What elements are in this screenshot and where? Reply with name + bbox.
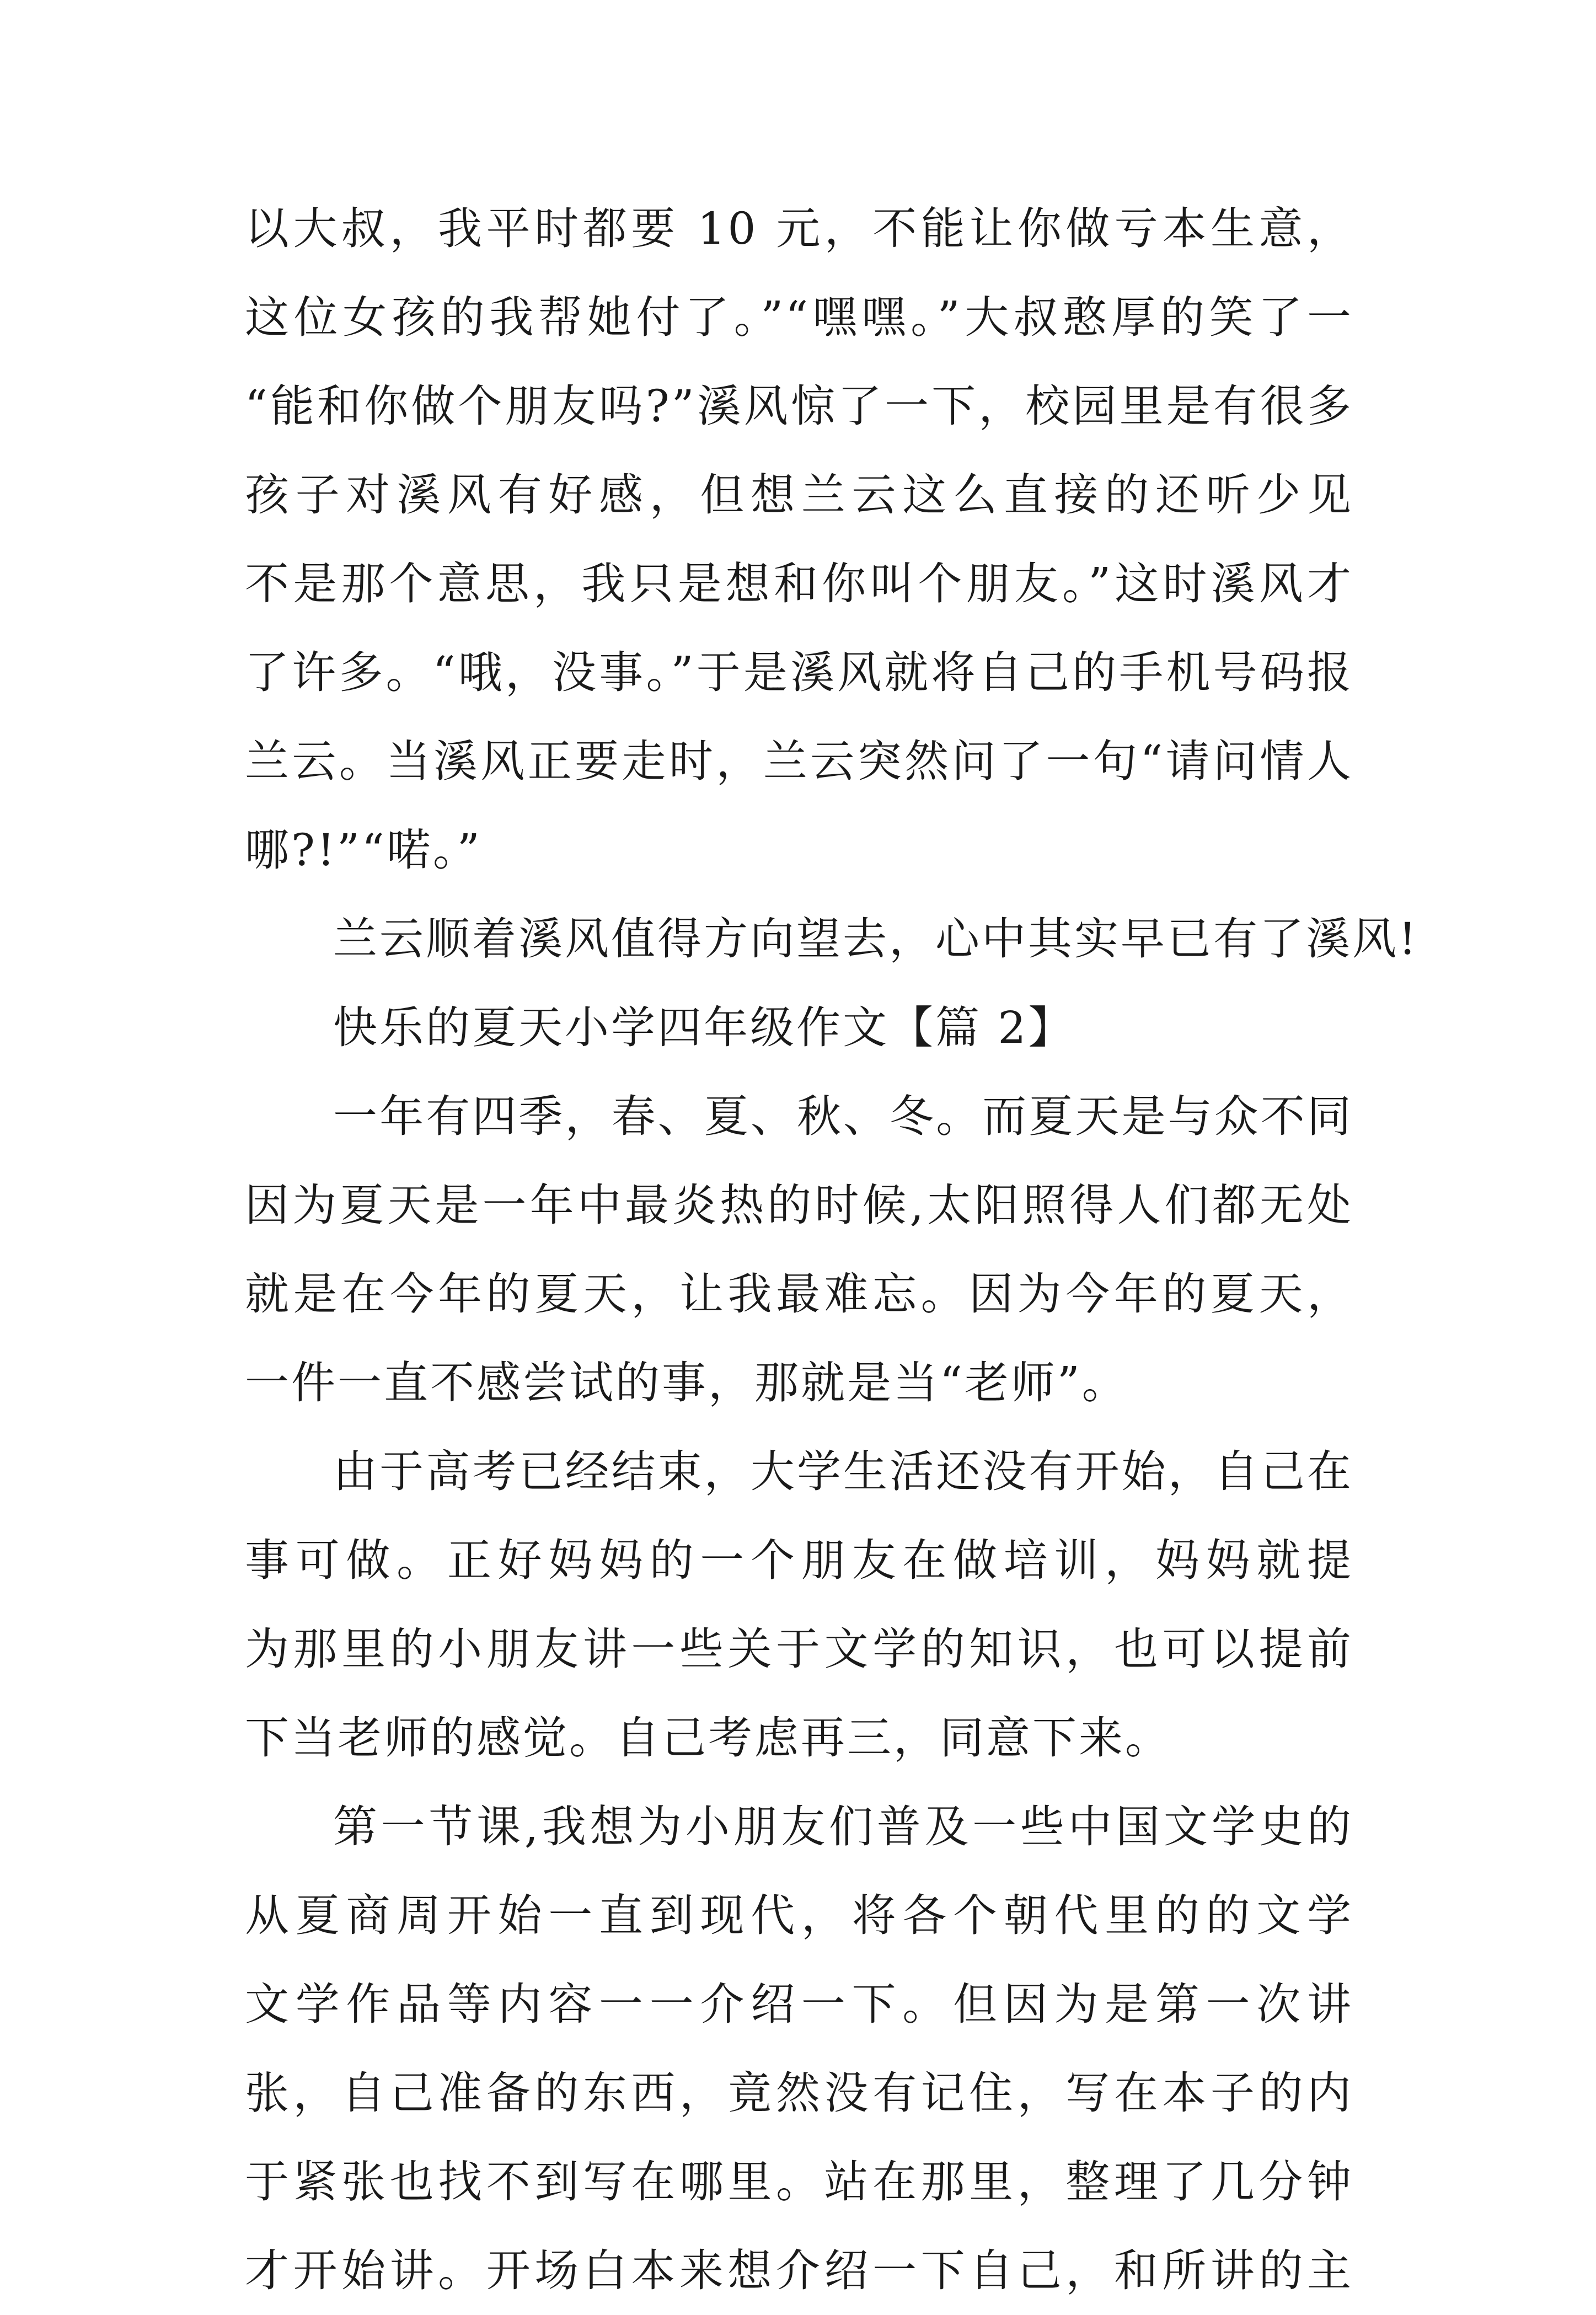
paragraph-first-line: 第一节课,我想为小朋友们普及一些中国文学史的 — [333, 1801, 1353, 1852]
text-line: “能和你做个朋友吗?”溪风惊了一下，校园里是有很多 — [245, 381, 1353, 432]
text-line: 事可做。正好妈妈的一个朋友在做培训，妈妈就提 — [245, 1535, 1353, 1586]
text-line: 一件一直不感尝试的事，那就是当“老师”。 — [245, 1357, 1128, 1408]
text-line: 于紧张也找不到写在哪里。站在那里，整理了几分钟 — [245, 2156, 1353, 2207]
text-line: 下当老师的感觉。自己考虑再三，同意下来。 — [245, 1712, 1171, 1764]
paragraph-first-line: 由于高考已经结束，大学生活还没有开始，自己在 — [333, 1446, 1353, 1497]
text-line: 张，自己准备的东西，竟然没有记住，写在本子的内 — [245, 2067, 1353, 2119]
text-line: 文学作品等内容一一介绍一下。但因为是第一次讲 — [245, 1979, 1353, 2030]
text-line: 了许多。“哦，没事。”于是溪风就将自己的手机号码报 — [245, 647, 1353, 698]
paragraph-first-line: 一年有四季，春、夏、秋、冬。而夏天是与众不同 — [333, 1091, 1353, 1142]
text-line: 为那里的小朋友讲一些关于文学的知识，也可以提前 — [245, 1623, 1353, 1675]
section-heading: 快乐的夏天小学四年级作文【篇 2】 — [333, 1002, 1075, 1053]
text-line: 不是那个意思，我只是想和你叫个朋友。”这时溪风才 — [245, 558, 1353, 609]
text-line: 才开始讲。开场白本来想介绍一下自己，和所讲的主 — [245, 2245, 1353, 2296]
body-text — [245, 184, 1419, 2315]
paragraph-first-line: 兰云顺着溪风值得方向望去，心中其实早已有了溪风! — [333, 913, 1419, 964]
text-line: 哪?!”“喏。” — [245, 824, 482, 876]
text-line: 以大叔，我平时都要 10 元，不能让你做亏本生意， — [245, 203, 1353, 254]
text-line: 从夏商周开始一直到现代，将各个朝代里的的文学 — [245, 1890, 1353, 1941]
text-line: 孩子对溪风有好感，但想兰云这么直接的还听少见 — [245, 469, 1353, 521]
text-line: 就是在今年的夏天，让我最难忘。因为今年的夏天， — [245, 1268, 1353, 1320]
text-line: 这位女孩的我帮她付了。”“嘿嘿。”大叔憨厚的笑了一 — [245, 292, 1353, 343]
text-line: 因为夏天是一年中最炎热的时候,太阳照得人们都无处 — [245, 1180, 1353, 1231]
text-line: 兰云。当溪风正要走时，兰云突然问了一句“请问情人 — [245, 736, 1353, 787]
